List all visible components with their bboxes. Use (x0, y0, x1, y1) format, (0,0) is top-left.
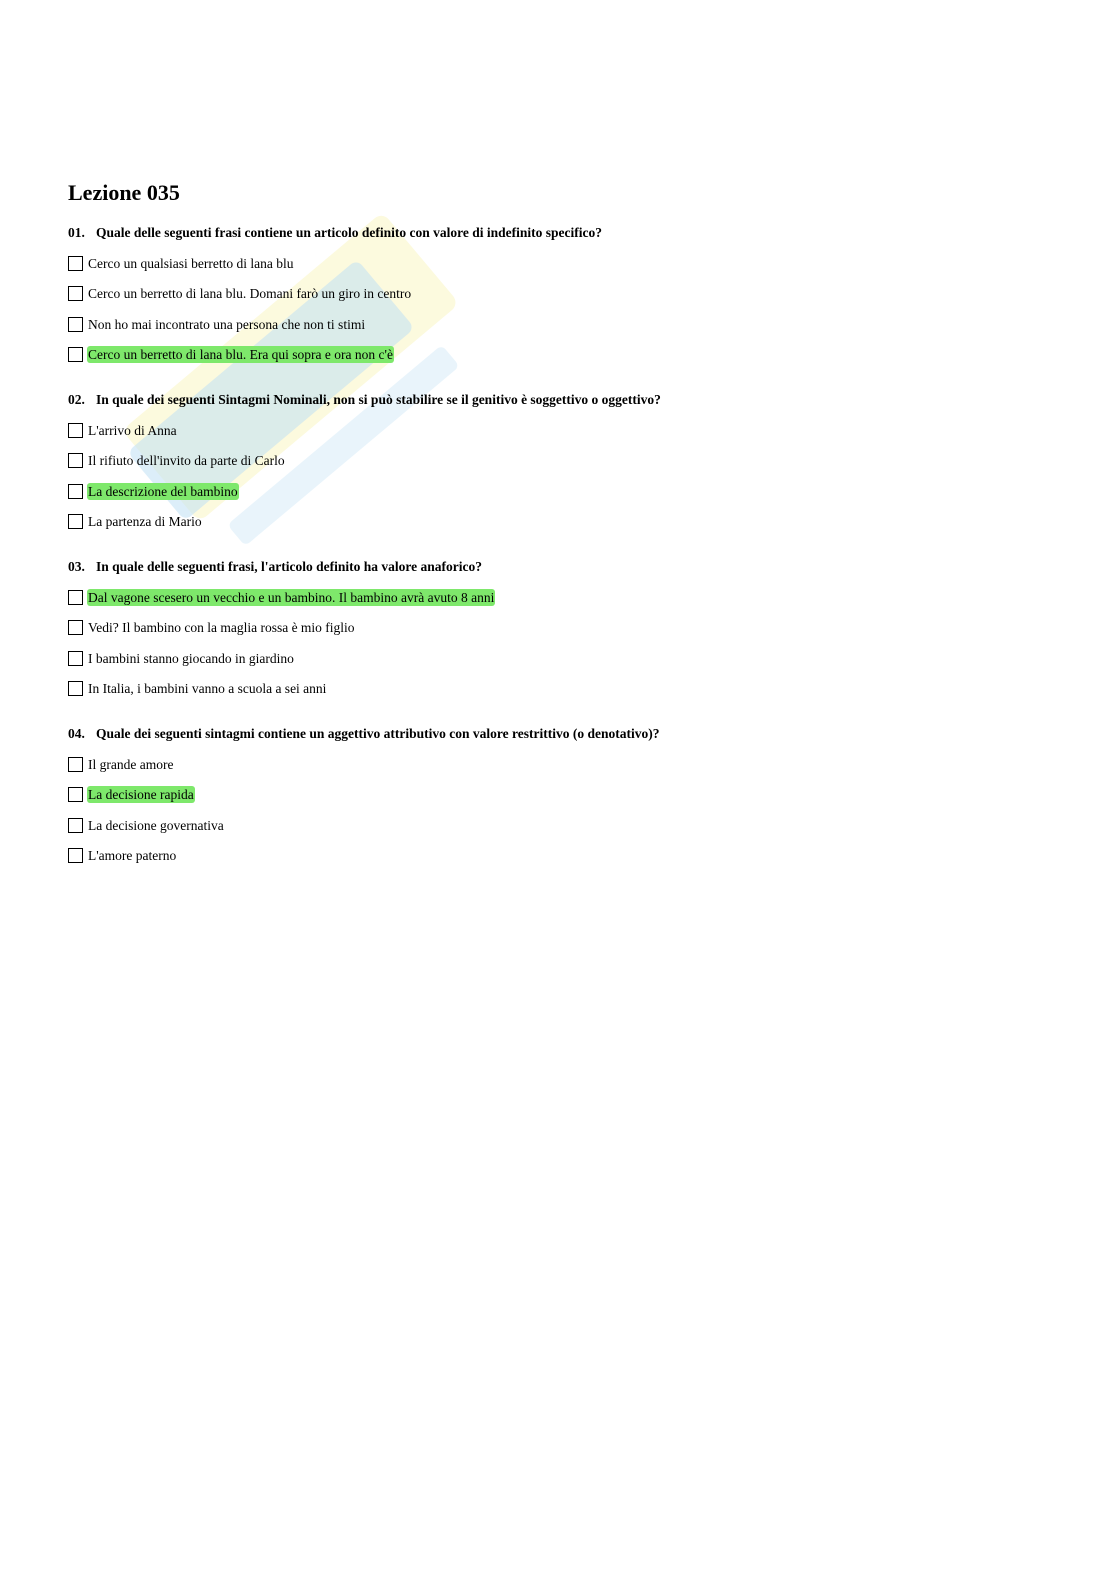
question-text (68, 725, 1048, 743)
answer-label: L'arrivo di Anna (88, 422, 177, 438)
answer-label: Il rifiuto dell'invito da parte di Carlo (88, 453, 285, 469)
answer-label: Cerco un berretto di lana blu. Domani farò un giro in centro (88, 286, 412, 302)
answer-option[interactable] (68, 309, 1048, 340)
answer-option[interactable] (68, 446, 1048, 477)
answer-checkbox[interactable] (68, 256, 83, 271)
answer-label: L'amore paterno (88, 848, 177, 864)
answer-option[interactable] (68, 582, 1048, 613)
answer-option[interactable] (68, 749, 1048, 780)
question-label: In quale delle seguenti frasi, l'articolo definito ha valore anaforico? (96, 559, 482, 574)
answer-option[interactable] (68, 810, 1048, 841)
answer-checkbox[interactable] (68, 681, 83, 696)
answer-checkbox[interactable] (68, 620, 83, 635)
answer-checkbox[interactable] (68, 590, 83, 605)
answer-label-correct: La descrizione del bambino (88, 483, 238, 499)
question-label: In quale dei seguenti Sintagmi Nominali, non si può stabilire se il genitivo è soggettivo o oggettivo? (96, 392, 661, 407)
answer-label: La partenza di Mario (88, 514, 202, 530)
question-label: Quale dei seguenti sintagmi contiene un aggettivo attributivo con valore restrittivo (o denotativo)? (96, 726, 660, 741)
answer-option[interactable] (68, 841, 1048, 872)
answer-checkbox[interactable] (68, 787, 83, 802)
question-text (68, 224, 1048, 242)
answer-checkbox[interactable] (68, 286, 83, 301)
lesson-title: Lezione 035 (68, 180, 180, 205)
question-block (68, 558, 1048, 704)
answer-checkbox[interactable] (68, 317, 83, 332)
answer-option[interactable] (68, 613, 1048, 644)
answer-option[interactable] (68, 674, 1048, 705)
answer-label: Vedi? Il bambino con la maglia rossa è mio figlio (88, 620, 355, 636)
question-block (68, 725, 1048, 871)
question-number: 01. (68, 225, 85, 240)
document-body (68, 178, 1048, 892)
question-list (68, 224, 1048, 871)
answer-label-correct: Dal vagone scesero un vecchio e un bambino. Il bambino avrà avuto 8 anni (88, 589, 495, 605)
answer-label-correct: Cerco un berretto di lana blu. Era qui sopra e ora non c'è (88, 347, 393, 363)
answer-label: La decisione governativa (88, 817, 224, 833)
question-number: 04. (68, 726, 85, 741)
answer-option[interactable] (68, 279, 1048, 310)
answer-checkbox[interactable] (68, 514, 83, 529)
answer-label: Non ho mai incontrato una persona che non ti stimi (88, 316, 366, 332)
answer-checkbox[interactable] (68, 651, 83, 666)
answer-option[interactable] (68, 507, 1048, 538)
answer-checkbox[interactable] (68, 484, 83, 499)
question-block (68, 224, 1048, 370)
question-label: Quale delle seguenti frasi contiene un articolo definito con valore di indefinito specifico? (96, 225, 602, 240)
answer-option[interactable] (68, 643, 1048, 674)
question-block (68, 391, 1048, 537)
answer-checkbox[interactable] (68, 423, 83, 438)
answer-option[interactable] (68, 340, 1048, 371)
question-text (68, 558, 1048, 576)
answer-checkbox[interactable] (68, 453, 83, 468)
question-number: 03. (68, 559, 85, 574)
answer-label: In Italia, i bambini vanno a scuola a sei anni (88, 681, 327, 697)
answer-label: Cerco un qualsiasi berretto di lana blu (88, 255, 294, 271)
answer-option[interactable] (68, 780, 1048, 811)
answer-label: I bambini stanno giocando in giardino (88, 650, 294, 666)
question-text (68, 391, 1048, 409)
question-number: 02. (68, 392, 85, 407)
answer-checkbox[interactable] (68, 347, 83, 362)
answer-checkbox[interactable] (68, 818, 83, 833)
answer-checkbox[interactable] (68, 757, 83, 772)
answer-option[interactable] (68, 476, 1048, 507)
answer-option[interactable] (68, 415, 1048, 446)
answer-label: Il grande amore (88, 756, 174, 772)
answer-label-correct: La decisione rapida (88, 787, 194, 803)
answer-checkbox[interactable] (68, 848, 83, 863)
answer-option[interactable] (68, 248, 1048, 279)
